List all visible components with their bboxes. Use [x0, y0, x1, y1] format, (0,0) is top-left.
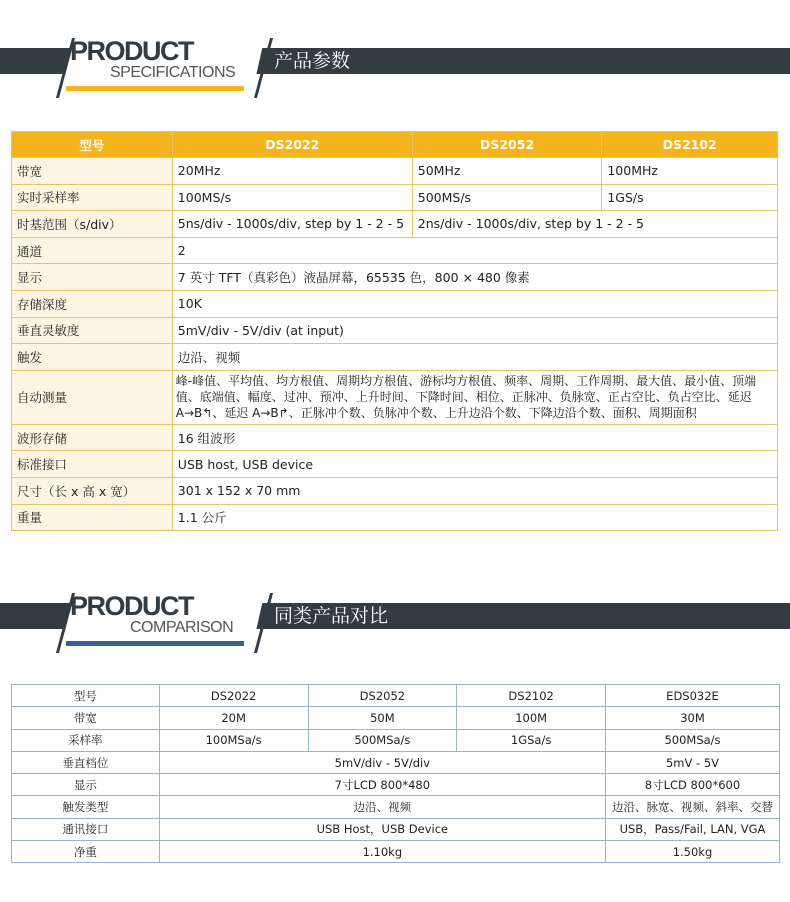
- compare-cell: 边沿、脉宽、视频、斜率、交替: [606, 796, 780, 818]
- spec-value: 峰-峰值、平均值、均方根值、周期均方根值、游标均方根值、频率、周期、工作周期、最大值、最小值、顶端值、底端值、幅度、过冲、预冲、上升时间、下降时间、相位、正脉冲、负脉宽、正占空比、负占空比、延迟 A→B↰、延迟 A→B↱、正脉冲个数、负脉冲个数、上升边沿个数、下降边沿个数、面积、周期面积: [172, 370, 777, 424]
- compare-cell: 1GSa/s: [457, 729, 606, 751]
- spec-value: 2: [172, 237, 777, 264]
- compare-header-row: [12, 685, 780, 707]
- compare-header-eds032e: EDS032E: [606, 685, 780, 707]
- compare-cell: 1.10kg: [159, 841, 605, 863]
- spec-value: 1.1 公斤: [172, 504, 777, 531]
- spec-label: 带宽: [12, 158, 173, 185]
- spec-label: 波形存储: [12, 424, 173, 451]
- spec-label: 重量: [12, 504, 173, 531]
- compare-label: 显示: [12, 774, 160, 796]
- spec-label: 显示: [12, 264, 173, 291]
- table-row: [12, 290, 778, 317]
- spec-label: 触发: [12, 344, 173, 371]
- compare-header-ds2102: DS2102: [457, 685, 606, 707]
- spec-header-ds2102: DS2102: [602, 132, 778, 158]
- compare-cell: 7寸LCD 800*480: [159, 774, 605, 796]
- spec-label: 通道: [12, 237, 173, 264]
- table-row: [12, 317, 778, 344]
- table-row: [12, 344, 778, 371]
- comparison-table: [11, 684, 780, 863]
- spec-value: 50MHz: [412, 158, 602, 185]
- spec-label: 存储深度: [12, 290, 173, 317]
- specifications-banner: [0, 36, 790, 106]
- banner-title-cn: 同类产品对比: [274, 605, 389, 627]
- spec-value: 5ns/div - 1000s/div, step by 1 - 2 - 5: [172, 211, 412, 238]
- spec-value: 16 组波形: [172, 424, 777, 451]
- spec-header-row: [12, 132, 778, 158]
- compare-cell: 100M: [457, 707, 606, 729]
- compare-label: 通讯接口: [12, 818, 160, 840]
- compare-label: 带宽: [12, 707, 160, 729]
- spec-header-ds2052: DS2052: [412, 132, 602, 158]
- spec-table: [11, 131, 778, 531]
- table-row: [12, 504, 778, 531]
- table-row: [12, 370, 778, 424]
- spec-value: 1GS/s: [602, 184, 778, 211]
- table-row: [12, 774, 780, 796]
- compare-label: 触发类型: [12, 796, 160, 818]
- table-row: [12, 424, 778, 451]
- compare-cell: 20M: [159, 707, 308, 729]
- compare-cell: 500MSa/s: [606, 729, 780, 751]
- table-row: [12, 477, 778, 504]
- compare-cell: USB Host，USB Device: [159, 818, 605, 840]
- spec-value: 边沿、视频: [172, 344, 777, 371]
- table-row: [12, 211, 778, 238]
- compare-cell: 边沿、视频: [159, 796, 605, 818]
- compare-cell: 5mV - 5V: [606, 751, 780, 773]
- spec-value: 100MHz: [602, 158, 778, 185]
- spec-header-model: 型号: [12, 132, 173, 158]
- table-row: [12, 158, 778, 185]
- compare-header-model: 型号: [12, 685, 160, 707]
- spec-label: 自动测量: [12, 370, 173, 424]
- compare-cell: 100MSa/s: [159, 729, 308, 751]
- table-row: [12, 184, 778, 211]
- compare-cell: 30M: [606, 707, 780, 729]
- compare-cell: 50M: [308, 707, 457, 729]
- compare-header-ds2022: DS2022: [159, 685, 308, 707]
- spec-value: 301 x 152 x 70 mm: [172, 477, 777, 504]
- spec-value: 100MS/s: [172, 184, 412, 211]
- table-row: [12, 751, 780, 773]
- compare-cell: USB，Pass/Fail, LAN, VGA: [606, 818, 780, 840]
- spec-value: 10K: [172, 290, 777, 317]
- banner-title-cn: 产品参数: [274, 50, 351, 72]
- compare-cell: 500MSa/s: [308, 729, 457, 751]
- spec-value: 5mV/div - 5V/div (at input): [172, 317, 777, 344]
- spec-label: 标准接口: [12, 451, 173, 478]
- spec-value: 500MS/s: [412, 184, 602, 211]
- spec-label: 时基范围（s/div）: [12, 211, 173, 238]
- banner-title-en: PRODUCT: [70, 36, 193, 66]
- spec-value: 7 英寸 TFT（真彩色）液晶屏幕，65535 色，800 × 480 像素: [172, 264, 777, 291]
- spec-value: USB host, USB device: [172, 451, 777, 478]
- banner-underline: [66, 641, 244, 646]
- table-row: [12, 237, 778, 264]
- spec-header-ds2022: DS2022: [172, 132, 412, 158]
- table-row: [12, 729, 780, 751]
- compare-label: 垂直档位: [12, 751, 160, 773]
- compare-cell: 1.50kg: [606, 841, 780, 863]
- compare-label: 净重: [12, 841, 160, 863]
- banner-subtitle-en: SPECIFICATIONS: [110, 64, 236, 81]
- spec-label: 尺寸（长 x 高 x 宽）: [12, 477, 173, 504]
- compare-label: 采样率: [12, 729, 160, 751]
- spec-label: 实时采样率: [12, 184, 173, 211]
- table-row: [12, 841, 780, 863]
- table-row: [12, 707, 780, 729]
- spec-value: 2ns/div - 1000s/div, step by 1 - 2 - 5: [412, 211, 777, 238]
- spec-label: 垂直灵敏度: [12, 317, 173, 344]
- table-row: [12, 796, 780, 818]
- table-row: [12, 264, 778, 291]
- table-row: [12, 451, 778, 478]
- banner-subtitle-en: COMPARISON: [130, 619, 234, 636]
- compare-cell: 8寸LCD 800*600: [606, 774, 780, 796]
- compare-header-ds2052: DS2052: [308, 685, 457, 707]
- comparison-banner: [0, 591, 790, 661]
- spec-value: 20MHz: [172, 158, 412, 185]
- banner-title-en: PRODUCT: [70, 591, 193, 621]
- banner-underline: [66, 86, 244, 91]
- table-row: [12, 818, 780, 840]
- compare-cell: 5mV/div - 5V/div: [159, 751, 605, 773]
